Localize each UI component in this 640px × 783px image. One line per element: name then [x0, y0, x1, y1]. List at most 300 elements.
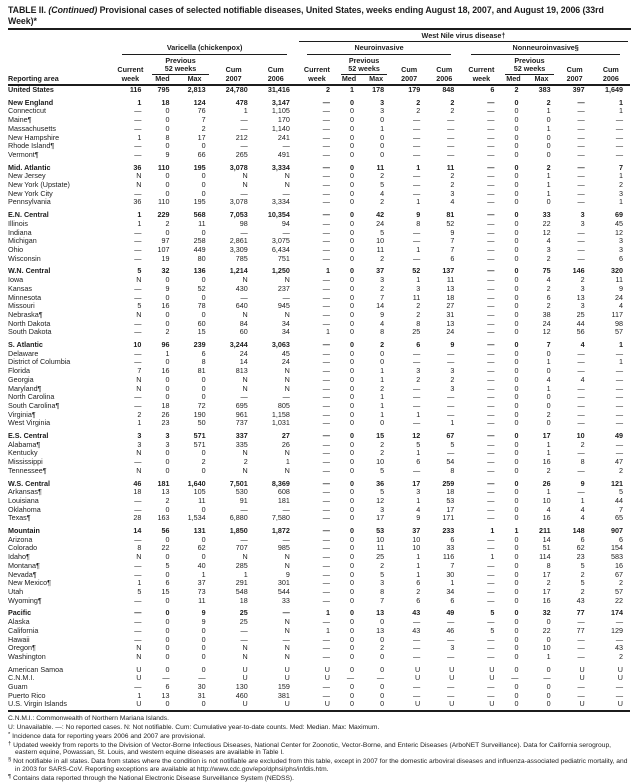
value-cell: — [413, 401, 421, 410]
value-cell: N [242, 553, 248, 562]
value-cell: — [487, 410, 495, 419]
value-cell: — [543, 674, 551, 683]
value-cell: — [615, 618, 623, 627]
value-cell: 3 [580, 210, 585, 220]
value-cell: 0 [350, 496, 355, 505]
value-cell: 9 [416, 514, 421, 523]
value-cell: 3 [450, 384, 455, 393]
value-cell: 0 [350, 401, 355, 410]
value-cell: 45 [615, 219, 623, 228]
value-cell: 2 [380, 644, 385, 653]
value-cell: 0 [514, 683, 519, 692]
value-cell: U [617, 674, 623, 683]
value-cell: 1 [380, 393, 385, 402]
value-cell: 0 [350, 652, 355, 661]
value-cell: — [487, 293, 495, 302]
value-cell: — [615, 367, 623, 376]
value-cell: 11 [615, 276, 623, 285]
value-cell: 0 [165, 393, 170, 402]
value-cell: 75 [542, 266, 551, 276]
value-cell: 17 [542, 570, 551, 579]
value-cell: 18 [133, 488, 142, 497]
value-cell: — [487, 116, 495, 125]
value-cell: — [322, 116, 330, 125]
value-cell: — [322, 570, 330, 579]
value-cell: 0 [201, 172, 206, 181]
col-previous-52-weeks: Previous 52 weeks [148, 55, 212, 75]
value-cell: 171 [442, 514, 455, 523]
value-cell: 69 [615, 210, 623, 220]
value-cell: 1 [619, 97, 623, 107]
value-cell: 7,053 [229, 210, 248, 220]
table-row [8, 142, 630, 151]
value-cell: 0 [350, 181, 355, 190]
value-cell: 3,334 [271, 198, 290, 207]
value-cell: — [322, 535, 330, 544]
value-cell: N [242, 310, 248, 319]
reporting-area-cell: Illinois [8, 219, 28, 228]
value-cell: — [615, 691, 623, 700]
value-cell: 0 [514, 596, 519, 605]
table-row [8, 198, 630, 207]
value-cell: 1 [137, 691, 142, 700]
value-cell: 36 [133, 198, 142, 207]
value-cell: — [447, 618, 455, 627]
reporting-area-cell: Michigan [8, 237, 37, 246]
value-cell: 1 [416, 276, 421, 285]
value-cell: 0 [350, 358, 355, 367]
value-cell: 1 [619, 198, 623, 207]
table-row [8, 276, 630, 285]
value-cell: 0 [514, 358, 519, 367]
value-cell: — [577, 97, 585, 107]
value-cell: 1,649 [605, 85, 623, 95]
value-cell: 0 [201, 652, 206, 661]
value-cell: 568 [193, 210, 206, 220]
value-cell: 4 [580, 505, 585, 514]
reporting-area-cell: Iowa [8, 276, 24, 285]
value-cell: 0 [514, 198, 519, 207]
value-cell: 26 [281, 440, 290, 449]
value-cell: — [577, 466, 585, 475]
value-cell: — [487, 488, 495, 497]
value-cell: 1 [546, 488, 551, 497]
value-cell: 37 [376, 266, 385, 276]
value-cell: 2 [380, 561, 385, 570]
value-cell: 159 [277, 683, 290, 692]
value-cell: — [487, 431, 495, 441]
value-cell: — [322, 237, 330, 246]
value-cell: 0 [380, 691, 385, 700]
value-cell: — [413, 124, 421, 133]
value-cell: 11 [376, 544, 385, 553]
value-cell: 17 [542, 588, 551, 596]
value-cell: 65 [615, 514, 623, 523]
value-cell: 0 [350, 349, 355, 358]
value-cell: 0 [165, 596, 170, 605]
value-cell: — [577, 116, 585, 125]
table-row [8, 311, 630, 320]
reporting-area-cell: Minnesota [8, 293, 42, 302]
value-cell: 9 [285, 570, 290, 579]
value-cell: — [322, 340, 330, 350]
value-cell: — [240, 142, 248, 151]
value-cell: 43 [576, 596, 585, 605]
value-cell: 7 [450, 245, 455, 254]
table-row [8, 376, 630, 385]
value-cell: N [136, 466, 142, 475]
reporting-area-cell: Massachusetts [8, 124, 56, 133]
value-cell: U [242, 674, 248, 683]
value-cell: 0 [350, 310, 355, 319]
value-cell: — [577, 393, 585, 402]
value-cell: 2 [546, 579, 551, 588]
value-cell: 3 [619, 237, 623, 246]
value-cell: 98 [615, 319, 623, 328]
value-cell: — [322, 150, 330, 159]
value-cell: 0 [350, 505, 355, 514]
value-cell: — [322, 466, 330, 475]
table-row [8, 367, 630, 376]
value-cell: N [284, 367, 290, 376]
value-cell: 25 [239, 618, 248, 627]
value-cell: 1 [619, 358, 623, 367]
reporting-area-cell: New England [8, 97, 54, 107]
value-cell: 0 [165, 293, 170, 302]
value-cell: — [240, 505, 248, 514]
table-row [8, 411, 630, 420]
value-cell: 2 [546, 466, 551, 475]
value-cell: 36 [133, 162, 142, 172]
value-cell: U [427, 700, 461, 711]
value-cell: — [487, 310, 495, 319]
value-cell: 3 [580, 219, 585, 228]
value-cell: 0 [350, 302, 355, 311]
value-cell: 24 [376, 219, 385, 228]
value-cell: 335 [235, 440, 248, 449]
value-cell: 76 [197, 107, 206, 116]
value-cell: 0 [165, 664, 170, 674]
value-cell: 2 [619, 181, 623, 190]
value-cell: 0 [514, 107, 519, 116]
value-cell: — [322, 284, 330, 293]
value-cell: 6 [450, 254, 455, 263]
reporting-area-cell: W.N. Central [8, 266, 51, 276]
value-cell: U [284, 674, 290, 683]
value-cell: 47 [615, 458, 623, 467]
table-row [8, 467, 630, 476]
value-cell: 10 [542, 496, 551, 505]
value-cell: — [577, 358, 585, 367]
value-cell: 2 [580, 588, 585, 596]
value-cell: 0 [514, 219, 519, 228]
value-cell: — [413, 133, 421, 142]
table-row [8, 636, 630, 645]
header-spacer [8, 55, 112, 75]
value-cell: — [240, 535, 248, 544]
value-cell: — [487, 683, 495, 692]
value-cell: 0 [514, 254, 519, 263]
reporting-area-cell: C.N.M.I. [8, 674, 35, 683]
value-cell: — [413, 172, 421, 181]
value-cell: 3 [619, 189, 623, 198]
value-cell: — [447, 133, 455, 142]
footnotes [8, 714, 631, 782]
value-cell: 54 [446, 458, 455, 467]
col-cum: Cum [602, 65, 619, 75]
value-cell: — [322, 349, 330, 358]
value-cell: 0 [165, 142, 170, 151]
value-cell: — [487, 440, 495, 449]
value-cell: 0 [350, 266, 355, 276]
value-cell: 40 [197, 561, 206, 570]
col-cum: Cum [267, 65, 284, 75]
value-cell: — [322, 458, 330, 467]
col-cum: Cum [436, 65, 453, 75]
reporting-area-cell: Montana¶ [8, 561, 40, 570]
value-cell: 571 [193, 440, 206, 449]
value-cell: — [487, 652, 495, 661]
value-cell: 56 [161, 526, 170, 536]
value-cell: 0 [380, 664, 385, 674]
col-2006: 2006 [592, 75, 630, 85]
value-cell: 0 [350, 245, 355, 254]
value-cell: 72 [197, 401, 206, 410]
value-cell: 0 [201, 644, 206, 653]
value-cell: 32 [161, 266, 170, 276]
value-cell: — [134, 358, 142, 367]
value-cell: 583 [611, 553, 623, 562]
value-cell: — [577, 644, 585, 653]
value-cell: 0 [380, 142, 385, 151]
col-2007: 2007 [391, 75, 427, 85]
value-cell: 0 [514, 588, 519, 596]
value-cell: 10 [412, 535, 421, 544]
value-cell: 52 [412, 266, 421, 276]
value-cell: 0 [514, 228, 519, 237]
value-cell: 1 [380, 124, 385, 133]
value-cell: 14 [376, 302, 385, 311]
value-cell: — [322, 553, 330, 562]
value-cell: N [242, 384, 248, 393]
value-cell: 0 [546, 691, 551, 700]
value-cell: 0 [514, 553, 519, 562]
value-cell: 2 [450, 375, 455, 384]
value-cell: 11 [446, 162, 455, 172]
value-cell: 33 [542, 210, 551, 220]
value-cell: 1 [416, 449, 421, 458]
value-cell: 707 [235, 544, 248, 553]
value-cell: 114 [539, 553, 551, 562]
value-cell: — [577, 349, 585, 358]
value-cell: 2 [380, 440, 385, 449]
value-cell: 43 [412, 608, 421, 618]
value-cell: 24 [281, 358, 290, 367]
value-cell: 38 [542, 310, 551, 319]
reporting-area-cell: Rhode Island¶ [8, 142, 55, 151]
value-cell: 17 [542, 431, 551, 441]
value-cell: 2 [450, 107, 455, 116]
value-cell: 2 [416, 107, 421, 116]
value-cell: 1 [416, 410, 421, 419]
value-cell: 0 [201, 310, 206, 319]
value-cell: 0 [165, 358, 170, 367]
value-cell: 2 [450, 172, 455, 181]
value-cell: 0 [201, 393, 206, 402]
col-2006: 2006 [427, 75, 461, 85]
value-cell: — [346, 674, 355, 683]
value-cell: 0 [337, 700, 361, 711]
value-cell: U [284, 664, 290, 674]
value-cell: 0 [546, 367, 551, 376]
value-cell: 130 [235, 683, 248, 692]
value-cell: 107 [157, 245, 170, 254]
value-cell: 17 [446, 505, 455, 514]
footnote-line: § Not notifiable in all states. Data from states where the condition is not notifiable are excluded from this table, except in 2007 for the domestic arboviral diseases and influenza-associated pediatric mortality, and in 2003 for SARS-CoV. Reporting exceptions are available at http://www.cdc.gov/epo/dphsi/phs/infdis.htm. [8, 757, 628, 773]
value-cell: 121 [611, 478, 623, 488]
value-cell: 52 [446, 219, 455, 228]
value-cell: 0 [350, 691, 355, 700]
value-cell: 10 [376, 535, 385, 544]
value-cell: 13 [376, 626, 385, 635]
value-cell: — [134, 505, 142, 514]
value-cell: 195 [193, 162, 206, 172]
value-cell: — [322, 618, 330, 627]
value-cell: — [577, 237, 585, 246]
value-cell: 0 [350, 97, 355, 107]
value-cell: — [487, 514, 495, 523]
reporting-area-cell: Connecticut [8, 107, 46, 116]
value-cell: 49 [446, 608, 455, 618]
value-cell: 44 [576, 319, 585, 328]
reporting-area-cell: Oregon¶ [8, 644, 36, 653]
value-cell: 0 [514, 116, 519, 125]
value-cell: 44 [615, 496, 623, 505]
value-cell: N [284, 652, 290, 661]
value-cell: U [255, 700, 297, 711]
value-cell: 1 [137, 219, 142, 228]
value-cell: 27 [446, 302, 455, 311]
value-cell: 57 [615, 328, 623, 337]
value-cell: — [487, 618, 495, 627]
value-cell: 6 [416, 458, 421, 467]
value-cell: 0 [350, 375, 355, 384]
value-cell: 785 [235, 254, 248, 263]
value-cell: 0 [514, 97, 519, 107]
value-cell: 1 [137, 97, 142, 107]
value-cell: 5 [380, 181, 385, 190]
value-cell: N [284, 644, 290, 653]
value-cell: 10 [542, 644, 551, 653]
value-cell: 0 [514, 496, 519, 505]
value-cell: 178 [372, 85, 385, 95]
value-cell: 0 [165, 384, 170, 393]
value-cell: — [577, 618, 585, 627]
value-cell: 3 [416, 284, 421, 293]
value-cell: U [579, 674, 585, 683]
value-cell: — [240, 124, 248, 133]
value-cell: 0 [514, 349, 519, 358]
table-row [8, 207, 630, 220]
value-cell: U [489, 674, 495, 683]
value-cell: 0 [165, 124, 170, 133]
value-cell: 170 [277, 116, 290, 125]
value-cell: 1,031 [271, 419, 290, 428]
reporting-area-cell: District of Columbia [8, 358, 71, 367]
value-cell: 291 [235, 579, 248, 588]
value-cell: — [134, 293, 142, 302]
table-row [8, 337, 630, 350]
value-cell: 11 [198, 496, 206, 505]
table-row [8, 544, 630, 553]
value-cell: 0 [201, 375, 206, 384]
value-cell: 1 [416, 496, 421, 505]
value-cell: 10 [376, 458, 385, 467]
value-cell: — [447, 349, 455, 358]
table-row [8, 107, 630, 116]
value-cell: 4 [619, 302, 623, 311]
value-cell: 8 [380, 328, 385, 337]
value-cell: 0 [514, 514, 519, 523]
value-cell: 0 [514, 328, 519, 337]
value-cell: 25 [412, 328, 421, 337]
value-cell: — [487, 124, 495, 133]
value-cell: 19 [161, 254, 170, 263]
value-cell: 9 [201, 618, 206, 627]
value-cell: — [413, 393, 421, 402]
value-cell: — [413, 181, 421, 190]
value-cell: 81 [446, 210, 455, 220]
value-cell: 6 [546, 293, 551, 302]
value-cell: 1,850 [229, 526, 248, 536]
table-row [8, 302, 630, 311]
value-cell: — [487, 635, 495, 644]
value-cell: 695 [235, 401, 248, 410]
reporting-area-cell: California [8, 626, 39, 635]
value-cell: 7 [619, 162, 623, 172]
value-cell: — [615, 401, 623, 410]
value-cell: — [282, 635, 290, 644]
value-cell: 5 [490, 626, 495, 635]
value-cell: 233 [442, 526, 455, 536]
table-row [8, 497, 630, 506]
value-cell: 7 [137, 367, 142, 376]
value-cell: 571 [193, 431, 206, 441]
value-cell: 37 [412, 526, 421, 536]
value-cell: 37 [197, 579, 206, 588]
value-cell: 22 [542, 626, 551, 635]
value-cell: 1 [580, 496, 585, 505]
value-cell: 3 [165, 440, 170, 449]
value-cell: 0 [514, 393, 519, 402]
value-cell: — [240, 293, 248, 302]
value-cell: — [134, 107, 142, 116]
value-cell: 0 [350, 116, 355, 125]
value-cell: 0 [514, 302, 519, 311]
value-cell: 2 [416, 375, 421, 384]
value-cell: N [136, 172, 142, 181]
value-cell: N [284, 384, 290, 393]
value-cell: — [487, 189, 495, 198]
value-cell: 0 [165, 608, 170, 618]
value-cell: — [487, 384, 495, 393]
value-cell: 2 [580, 440, 585, 449]
table-row [8, 506, 630, 515]
varicella-group-header: Varicella (chickenpox) [112, 42, 297, 54]
value-cell: — [413, 419, 421, 428]
value-cell: 1 [546, 384, 551, 393]
value-cell: — [322, 449, 330, 458]
